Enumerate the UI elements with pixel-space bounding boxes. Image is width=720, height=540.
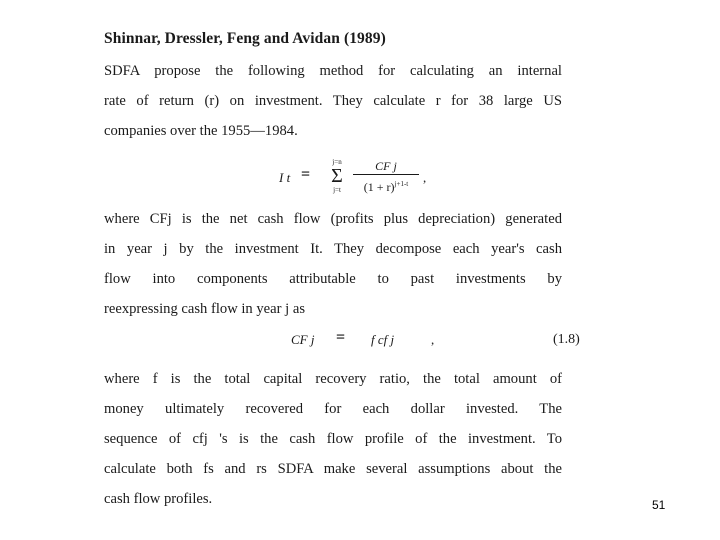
section-heading: Shinnar, Dressler, Feng and Avidan (1989) — [104, 30, 386, 47]
text-line: cash flow profiles. — [104, 491, 213, 507]
sigma-symbol: Σ — [331, 165, 343, 187]
text-line: sequence of cfj 's is the cash flow profile of the investment. To — [104, 431, 562, 447]
fraction-denominator — [353, 175, 419, 196]
paragraph-decomposition — [104, 204, 562, 324]
text-line: rate of return (r) on investment. They calculate r for 38 large US — [104, 93, 562, 109]
sum-upper-limit: j=n — [332, 158, 342, 166]
text-line: SDFA propose the following method for calculating an internal — [104, 63, 562, 79]
scanned-page — [96, 24, 580, 516]
text-line: flow into components attributable to past investments by — [104, 271, 562, 287]
equation-1-8 — [291, 329, 591, 352]
equation-number: (1.8) — [553, 332, 580, 347]
text-line: reexpressing cash flow in year j as — [104, 301, 305, 317]
text-line: where f is the total capital recovery ratio, the total amount of — [104, 371, 562, 387]
equation-lhs: I t — [279, 170, 291, 185]
equals-sign: = — [336, 329, 346, 346]
denominator-exponent: j+1-t — [394, 180, 409, 188]
equation-lhs: CF j — [291, 332, 315, 347]
equation-comma: , — [431, 332, 435, 347]
slide-page-number: 51 — [652, 498, 666, 512]
equation-comma: , — [423, 170, 427, 185]
equation-rhs: f cf j — [371, 332, 395, 347]
text-line: calculate both fs and rs SDFA make several assumptions about the — [104, 461, 562, 477]
text-line: in year j by the investment It. They decompose each year's cash — [104, 241, 562, 257]
denominator-base: (1 + r) — [363, 180, 395, 194]
text-line: money ultimately recovered for each dollar invested. The — [104, 401, 562, 417]
fraction-numerator: CF j — [353, 158, 419, 175]
equals-sign: = — [301, 166, 311, 183]
text-line: where CFj is the net cash flow (profits plus depreciation) generated — [104, 211, 562, 227]
fraction — [353, 158, 419, 196]
summation — [327, 158, 347, 194]
equation-irr — [279, 158, 439, 198]
paragraph-intro — [104, 56, 562, 146]
text-line: companies over the 1955—1984. — [104, 123, 298, 139]
paragraph-recovery-ratio — [104, 364, 562, 514]
sum-lower-limit: j=t — [333, 186, 341, 194]
